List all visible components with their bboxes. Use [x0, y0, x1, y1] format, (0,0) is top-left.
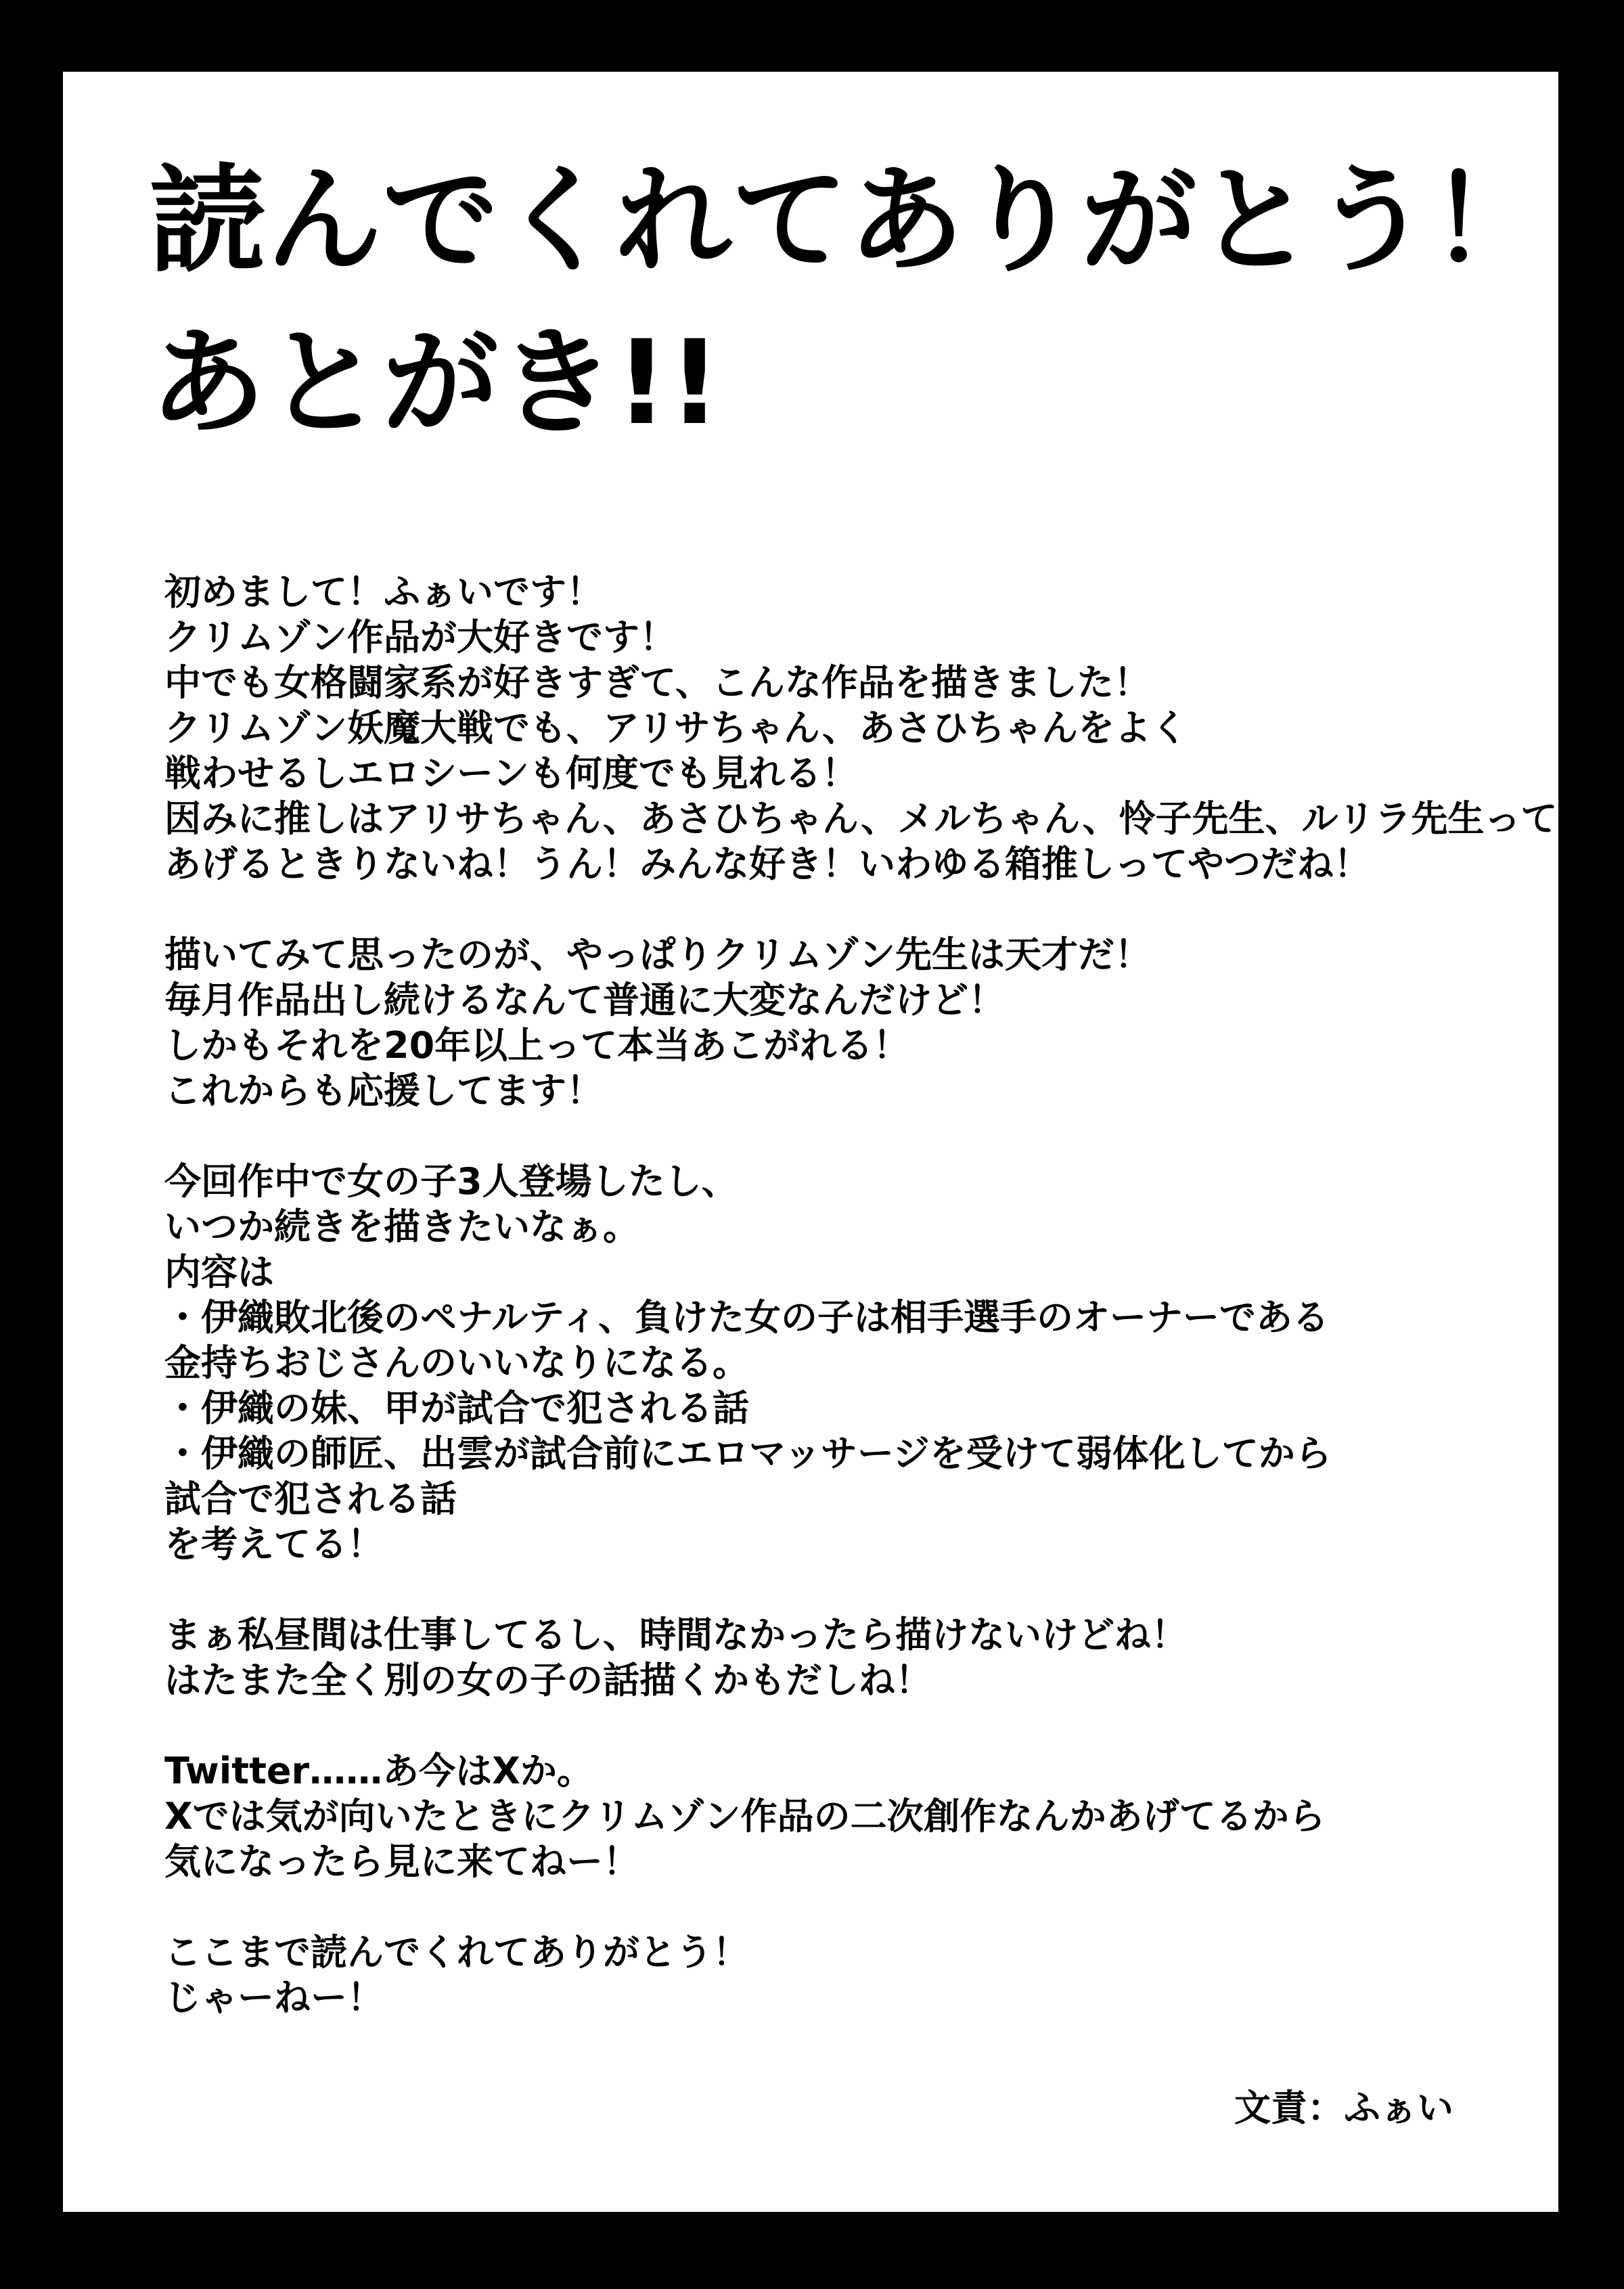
afterword-body: [164, 569, 1558, 2066]
paragraph-social: [164, 1748, 1525, 1884]
afterword-page: [63, 72, 1558, 2212]
text-line: Xでは気が向いたときにクリムゾン作品の二次創作なんかあげてるから: [164, 1795, 1326, 1838]
title-line-2: あとがき!!: [150, 315, 721, 451]
text-line: ここまで読んでくれてありがとう！: [164, 1931, 749, 1974]
text-line: あげるときりないね！うん！みんな好き！いわゆる箱推しってやつだね！: [164, 843, 1370, 885]
text-line: 描いてみて思ったのが、やっぱりクリムゾン先生は天才だ！: [164, 933, 1151, 976]
text-line: 今回作中で女の子3人登場したし、: [164, 1160, 738, 1203]
author-signature: 文責：ふぁい: [1234, 2087, 1453, 2129]
text-line: 初めまして！ふぁいです！: [164, 571, 603, 613]
text-line: 気になったら見に来てねー！: [164, 1840, 639, 1883]
paragraph-future-plans: [164, 1159, 1525, 1567]
text-line: ・伊織敗北後のペナルティ、負けた女の子は相手選手のオーナーである: [164, 1296, 1329, 1339]
paragraph-introduction: [164, 569, 1558, 887]
page-title: [150, 139, 1546, 464]
text-line: これからも応援してます！: [164, 1069, 603, 1112]
paragraph-praise: [164, 932, 1525, 1113]
paragraph-closing: [164, 1930, 1525, 2020]
text-line: Twitter……あ今はXか。: [164, 1750, 593, 1792]
text-line: はたまた全く別の女の子の話描くかもだしね！: [164, 1659, 932, 1702]
text-line: クリムゾン妖魔大戦でも、アリサちゃん、あさひちゃんをよく: [164, 707, 1188, 749]
text-line: 毎月作品出し続けるなんて普通に大変なんだけど！: [164, 979, 1005, 1021]
text-line: 中でも女格闘家系が好きすぎて、こんな作品を描きました！: [164, 661, 1150, 704]
text-line: を考えてる！: [164, 1523, 384, 1565]
text-line: 因みに推しはアリサちゃん、あさひちゃん、メルちゃん、怜子先生、ルリラ先生って: [164, 797, 1558, 840]
paragraph-schedule: [164, 1612, 1525, 1703]
text-line: まぁ私昼間は仕事してるし、時間なかったら描けないけどね！: [164, 1614, 1188, 1656]
text-line: 戦わせるしエロシーンも何度でも見れる！: [164, 752, 858, 795]
text-line: いつか続きを描きたいなぁ。: [164, 1205, 639, 1248]
text-line: ・伊織の妹、甲が試合で犯される話: [164, 1387, 749, 1429]
text-line: ・伊織の師匠、出雲が試合前にエロマッサージを受けて弱体化してから: [164, 1432, 1332, 1475]
text-line: 内容は: [164, 1251, 274, 1293]
text-line: しかもそれを20年以上って本当あこがれる！: [164, 1024, 910, 1067]
text-line: 金持ちおじさんのいいなりになる。: [164, 1341, 749, 1384]
text-line: じゃーねー！: [164, 1976, 384, 2019]
title-line-1: 読んでくれてありがとう！: [150, 152, 1546, 288]
text-line: クリムゾン作品が大好きです！: [164, 616, 676, 659]
text-line: 試合で犯される話: [164, 1477, 457, 1520]
